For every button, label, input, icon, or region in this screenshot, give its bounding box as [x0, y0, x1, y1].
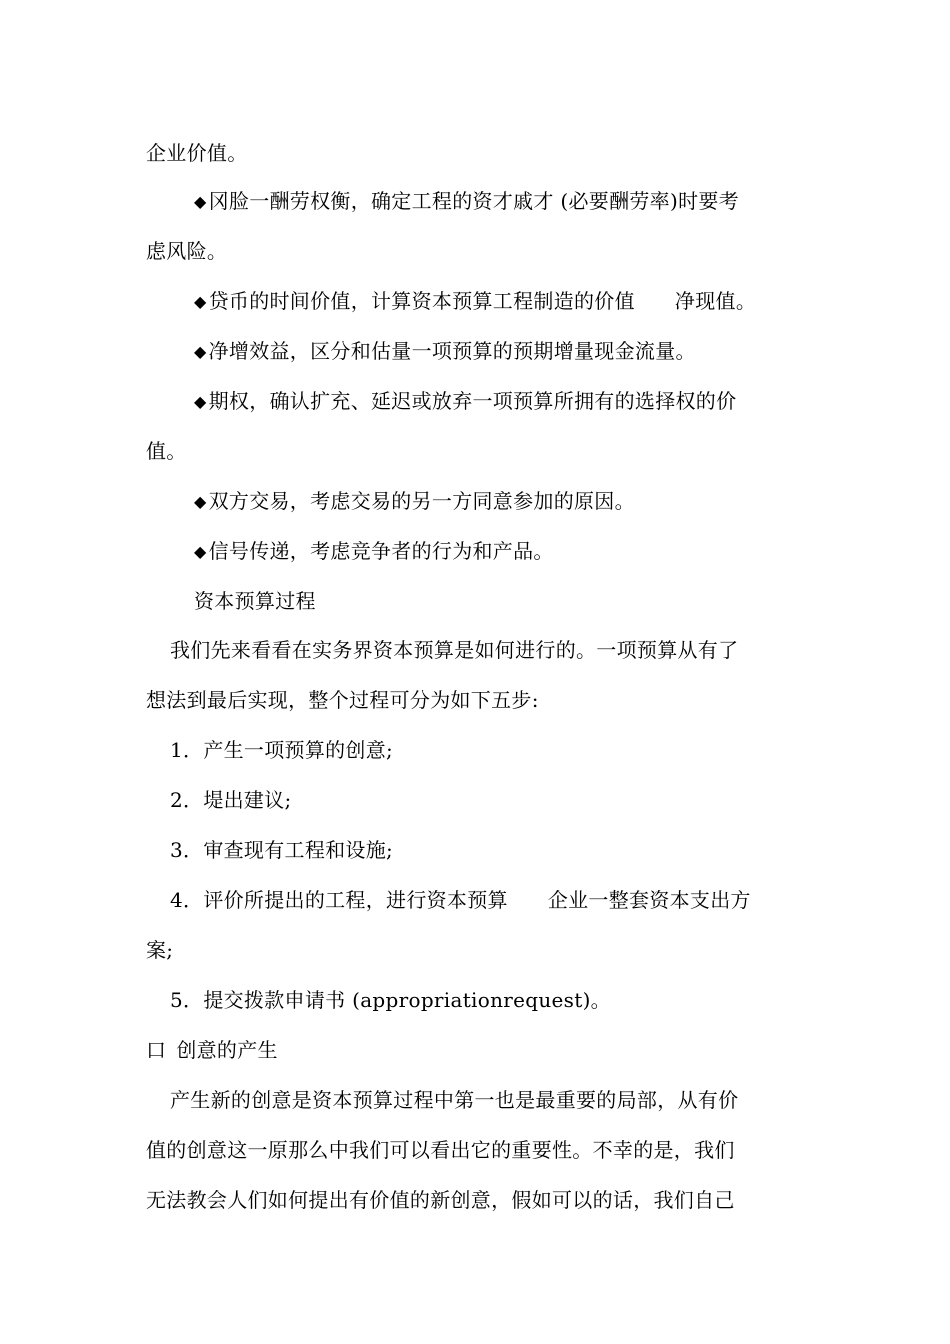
step-number: 4．: [170, 888, 204, 912]
bullet-item: [194, 389, 736, 414]
diamond-bullet-icon: ◆: [194, 192, 207, 211]
diamond-bullet-icon: ◆: [194, 392, 207, 411]
step-number: 5．: [170, 988, 204, 1012]
section-heading: 资本预算过程: [194, 589, 316, 613]
bullet-text: 双方交易，考虑交易的另一方同意参加的原因。: [208, 489, 635, 513]
bullet-item: [194, 289, 756, 314]
intro-paragraph-line: 想法到最后实现，整个过程可分为如下五步:: [146, 688, 539, 712]
bullet-text-continued: 值。: [146, 439, 187, 463]
closing-paragraph-line: 产生新的创意是资本预算过程中第一也是最重要的局部，从有价: [170, 1088, 739, 1112]
intro-paragraph-line: 我们先来看看在实务界资本预算是如何进行的。一项预算从有了: [170, 638, 739, 662]
bullet-text: 期权，确认扩充、延迟或放弃一项预算所拥有的选择权的价: [208, 389, 737, 413]
step-number: 3．: [170, 838, 204, 862]
step-item: [170, 788, 292, 812]
step-text: 评价所提出的工程，进行资本预算: [203, 888, 508, 912]
bullet-text: 贷币的时间价值，计算资本预算工程制造的价值: [208, 289, 635, 313]
closing-paragraph-line: 值的创意这一原那么中我们可以看出它的重要性。不幸的是，我们: [146, 1138, 735, 1162]
step-item: [170, 988, 611, 1012]
subsection-heading: [146, 1038, 278, 1062]
bullet-item: [194, 339, 696, 364]
step-text-tail: 企业一整套资本支出方: [547, 888, 751, 912]
subsection-title: 创意的产生: [176, 1038, 278, 1062]
bullet-text: 净增效益，区分和估量一项预算的预期增量现金流量。: [208, 339, 696, 363]
bullet-item: [194, 189, 739, 214]
diamond-bullet-icon: ◆: [194, 292, 207, 311]
step-text-continued: 案;: [146, 938, 174, 962]
step-number: 2．: [170, 788, 204, 812]
bullet-text-continued: 虑风险。: [146, 239, 228, 263]
step-text: 堤出建议;: [203, 788, 292, 812]
closing-paragraph-line: 无法教会人们如何提出有价值的新创意，假如可以的话，我们自己: [146, 1188, 735, 1212]
step-text: 产生一项预算的创意;: [203, 738, 394, 762]
step-item: [170, 838, 393, 862]
diamond-bullet-icon: ◆: [194, 542, 207, 561]
bullet-item: [194, 489, 635, 514]
step-text: 提交拨款申请书 (appropriationrequest)。: [203, 988, 611, 1012]
diamond-bullet-icon: ◆: [194, 492, 207, 511]
bullet-item: [194, 539, 554, 564]
bullet-text-tail: 净现值。: [674, 289, 757, 313]
step-number: 1．: [170, 738, 204, 762]
checkbox-square-icon: 口: [146, 1038, 167, 1062]
step-item: [170, 738, 393, 762]
diamond-bullet-icon: ◆: [194, 342, 207, 361]
bullet-text: 信号传递，考虑竞争者的行为和产品。: [208, 539, 554, 563]
step-text: 审查现有工程和设施;: [203, 838, 394, 862]
step-item: [170, 888, 751, 912]
bullet-text: 冈脸一酬劳权衡，确定工程的资才戚才 (必要酬劳率)时要考: [208, 189, 739, 213]
continuation-text: 企业价值。: [146, 141, 248, 165]
